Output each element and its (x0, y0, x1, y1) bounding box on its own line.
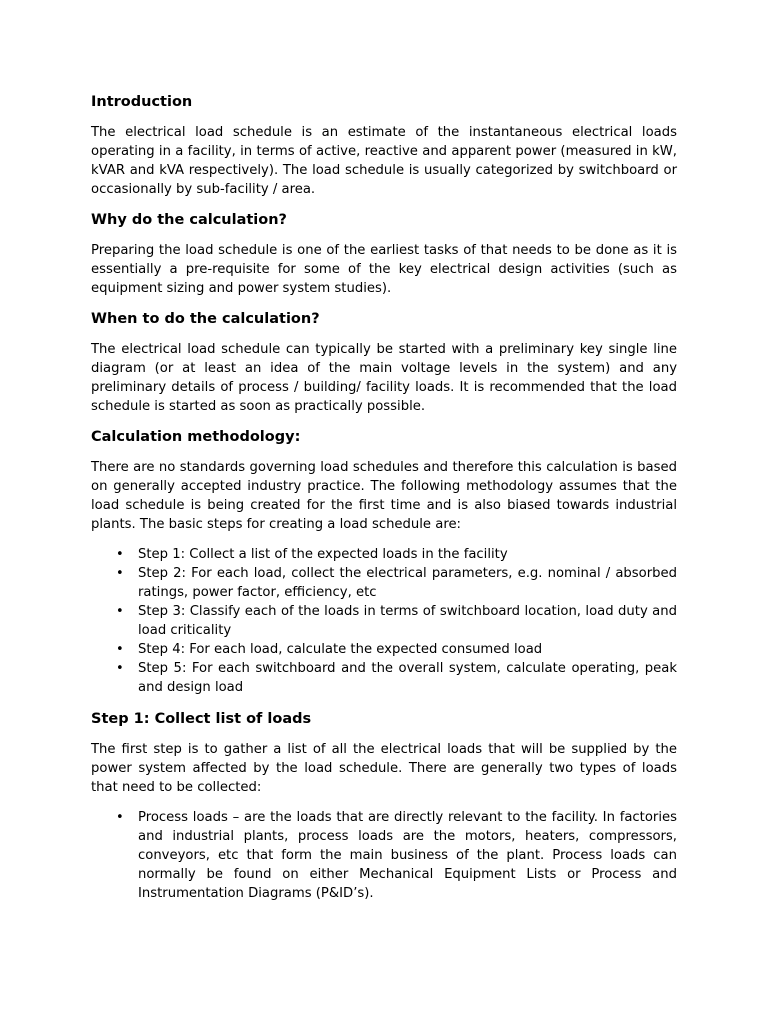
bullet-icon: • (116, 604, 124, 619)
bullet-icon: • (116, 566, 124, 581)
section-paragraph-methodology: There are no standards governing load schedules and therefore this calculation is based on generally accepted industry practice. The following methodology assumes that the load schedule is being created for the first time and is also biased towards industrial plants. The basic steps for creating a load schedule are: (91, 460, 677, 532)
section-paragraph-step1: The first step is to gather a list of all the electrical loads that will be supplied by the power system affected by the load schedule. There are generally two types of loads that need to be collected: (91, 742, 677, 795)
bullet-icon: • (116, 642, 124, 657)
list-item-text: Step 3: Classify each of the loads in terms of switchboard location, load duty and load criticality (138, 604, 677, 638)
list-item (116, 545, 677, 564)
section-paragraph-when: The electrical load schedule can typically be started with a preliminary key single line diagram (or at least an idea of the main voltage levels in the system) and any preliminary details of process / building/ facility loads. It is recommended that the load schedule is started as soon as practically possible. (91, 342, 677, 414)
section-paragraph-why: Preparing the load schedule is one of the earliest tasks of that needs to be done as it is essentially a pre-requisite for some of the key electrical design activities (such as equipment sizing and power system studies). (91, 243, 677, 296)
load-type-list (91, 808, 677, 903)
list-item-text: Step 1: Collect a list of the expected loads in the facility (138, 547, 508, 562)
document-page (91, 92, 677, 915)
list-item (116, 602, 677, 640)
section-heading-why: Why do the calculation? (91, 212, 287, 228)
bullet-icon: • (116, 547, 124, 562)
section-paragraph-introduction: The electrical load schedule is an estimate of the instantaneous electrical loads operating in a facility, in terms of active, reactive and apparent power (measured in kW, kVAR and kVA respectively). The load schedule is usually categorized by switchboard or occasionally by sub-facility / area. (91, 125, 677, 197)
list-item-text: Process loads – are the loads that are directly relevant to the facility. In factories and industrial plants, process loads are the motors, heaters, compressors, conveyors, etc that form the main business of the plant. Process loads can normally be found on either Mechanical Equipment Lists or Process and Instrumentation Diagrams (P&ID’s). (138, 810, 677, 901)
section-heading-when: When to do the calculation? (91, 311, 320, 327)
list-item-text: Step 5: For each switchboard and the overall system, calculate operating, peak and design load (138, 661, 677, 695)
list-item (116, 659, 677, 697)
methodology-step-list (91, 545, 677, 697)
list-item (116, 640, 677, 659)
section-heading-step1: Step 1: Collect list of loads (91, 711, 312, 727)
list-item (116, 808, 677, 903)
list-item (116, 564, 677, 602)
list-item-text: Step 4: For each load, calculate the expected consumed load (138, 642, 543, 657)
section-heading-methodology: Calculation methodology: (91, 429, 301, 445)
list-item-text: Step 2: For each load, collect the electrical parameters, e.g. nominal / absorbed ratings, power factor, efficiency, etc (138, 566, 677, 600)
bullet-icon: • (116, 810, 124, 825)
bullet-icon: • (116, 661, 124, 676)
section-heading-introduction: Introduction (91, 94, 193, 110)
